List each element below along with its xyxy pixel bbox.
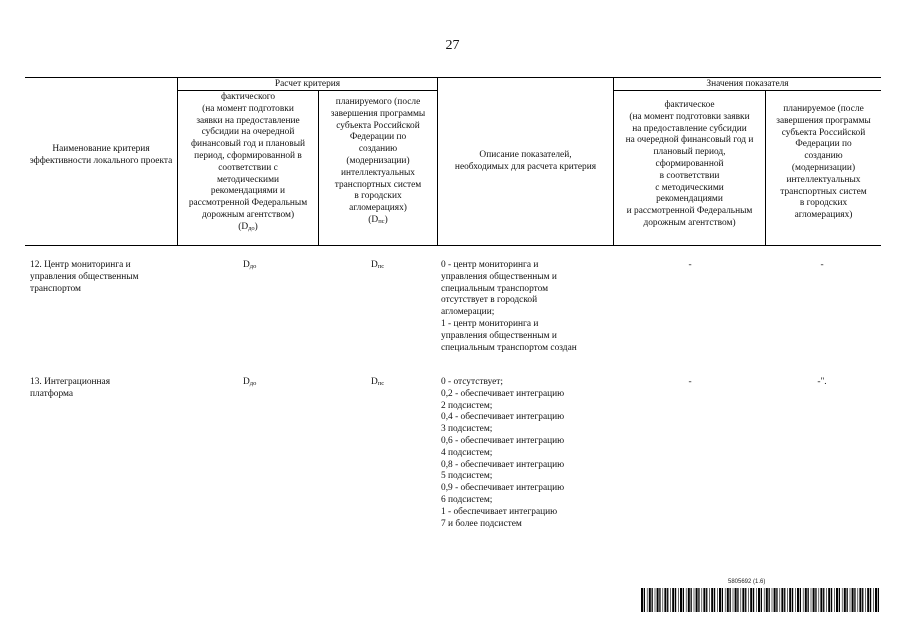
barcode-bar <box>688 588 690 612</box>
barcode-bar <box>756 588 757 612</box>
barcode-bar <box>664 588 666 612</box>
barcode-bar <box>717 588 718 612</box>
barcode-bar <box>741 588 742 612</box>
row-13-name <box>30 377 175 401</box>
barcode-bar <box>745 588 746 612</box>
barcode-bar <box>727 588 729 612</box>
header-text-line: созданию <box>358 144 398 155</box>
header-text-line: на предоставление субсидии <box>632 123 747 134</box>
row-description-line: отсутствует в городской <box>441 295 538 306</box>
row-description-line: 0 - отсутствует; <box>441 377 503 387</box>
barcode-bar <box>694 588 695 612</box>
barcode-bar <box>805 588 807 612</box>
barcode-bar <box>691 588 692 612</box>
row-description-line: 0,8 - обеспечивает интеграцию <box>441 459 565 470</box>
barcode-bar <box>862 588 863 612</box>
row-12-name <box>30 260 175 295</box>
header-text-line: в городских <box>354 191 402 202</box>
barcode-bar <box>847 588 848 612</box>
header-text-line: плановый период, <box>653 147 726 158</box>
barcode-bar <box>776 588 777 612</box>
barcode-bar <box>672 588 674 612</box>
barcode-bar <box>769 588 770 612</box>
header-value-actual <box>614 100 765 230</box>
barcode-bar <box>800 588 801 612</box>
table-top-rule <box>25 77 881 78</box>
header-text-line: методическими <box>216 174 280 185</box>
barcode-bar <box>820 588 822 612</box>
barcode-bar <box>722 588 723 612</box>
barcode-bar <box>839 588 840 612</box>
barcode-bar <box>670 588 671 612</box>
barcode-bar <box>711 588 713 612</box>
barcode-bar <box>696 588 698 612</box>
row-name-line: управления общественным <box>30 271 139 282</box>
header-text-line: период, сформированной в <box>194 150 302 161</box>
barcode-bar <box>828 588 830 612</box>
header-text-line: субъекта Российской <box>336 120 420 131</box>
col-divider-2 <box>318 90 319 245</box>
header-text-line: планируемое (после <box>783 104 864 114</box>
row-description-line: 3 подсистем; <box>441 424 493 435</box>
row-description-line: 1 - центр мониторинга и <box>441 318 539 329</box>
header-text-line: Федерации по <box>795 139 852 150</box>
barcode-bar <box>787 588 788 612</box>
barcode-bar <box>709 588 710 612</box>
header-value-planned <box>766 104 881 222</box>
barcode-bar <box>748 588 749 612</box>
barcode-bar <box>780 588 781 612</box>
header-text-line: Федерации по <box>349 132 407 143</box>
barcode-bar <box>750 588 752 612</box>
header-text-line: субсидии на очередной <box>201 127 295 138</box>
header-text-line: Описание показателей, <box>479 150 572 160</box>
barcode-bar <box>772 588 773 612</box>
row-12-value-actual: - <box>688 260 692 270</box>
header-text-line: интеллектуальных <box>341 167 415 178</box>
barcode-bar <box>815 588 816 612</box>
barcode-bar <box>761 588 762 612</box>
row-12-description <box>441 260 611 354</box>
barcode-bar <box>831 588 832 612</box>
barcode-bar <box>737 588 738 612</box>
header-text-line: необходимых для расчета критерия <box>454 161 597 172</box>
barcode-bar <box>725 588 726 612</box>
barcode-bar <box>873 588 874 612</box>
header-text-line: дорожным агентством) <box>201 209 295 220</box>
barcode-bar <box>813 588 815 612</box>
barcode-bar <box>663 588 664 612</box>
header-calc-actual-symbol: (Dдо) <box>238 221 258 232</box>
barcode-image <box>641 588 881 612</box>
barcode-bar <box>730 588 731 612</box>
header-text-line: в городских <box>799 198 848 209</box>
barcode-bar <box>667 588 668 612</box>
barcode-bar <box>647 588 648 612</box>
header-text-line: планируемого (после <box>335 97 421 107</box>
barcode-bar <box>733 588 734 612</box>
header-text-line: созданию <box>804 151 843 162</box>
header-criterion-name: Наименование критерия эффективности локального проекта <box>29 144 173 166</box>
barcode-bar <box>683 588 684 612</box>
row-description-line: 7 и более подсистем <box>441 518 522 529</box>
row-name-line: транспортом <box>30 283 81 294</box>
barcode-bar <box>844 588 846 612</box>
header-description <box>438 150 613 174</box>
header-text-line: сформированной <box>655 158 724 169</box>
barcode-bar <box>719 588 721 612</box>
barcode-bar <box>655 588 656 612</box>
row-description-line: 4 подсистем; <box>441 447 493 458</box>
row-description-line: 0,2 - обеспечивает интеграцию <box>441 388 565 399</box>
header-text-line: заявки на предоставление <box>196 115 300 126</box>
header-text-line: и рассмотренной Федеральным <box>626 206 753 217</box>
barcode-bar <box>854 588 855 612</box>
header-text-line: рекомендациями и <box>210 186 286 197</box>
header-calc-group: Расчет критерия <box>274 79 341 89</box>
header-calc-planned-symbol: (Dпс) <box>368 214 388 225</box>
barcode-bar <box>870 588 871 612</box>
row-description-line: 2 подсистем; <box>441 400 493 411</box>
barcode-bar <box>826 588 827 612</box>
header-text-line: (модернизации) <box>791 162 856 173</box>
row-12-d-planned: Dпс <box>371 260 385 270</box>
header-text-line: транспортных систем <box>780 186 867 197</box>
row-description-line: 0,6 - обеспечивает интеграцию <box>441 435 565 446</box>
row-12-d-actual: Dдо <box>243 260 257 270</box>
row-13-value-actual: - <box>688 377 692 387</box>
barcode-bar <box>819 588 820 612</box>
barcode-bar <box>766 588 768 612</box>
row-description-line: управления общественным и <box>441 271 557 282</box>
barcode-bar <box>644 588 645 612</box>
header-text-line: рассмотренной Федеральным <box>188 198 308 209</box>
barcode-bar <box>792 588 793 612</box>
barcode-bar <box>808 588 809 612</box>
header-text-line: на очередной финансовый год и <box>625 135 754 146</box>
barcode-bar <box>774 588 776 612</box>
header-text-line: соответствии с <box>218 162 278 173</box>
barcode-bar <box>714 588 715 612</box>
header-calc-actual <box>179 92 317 235</box>
header-bottom-rule <box>25 245 881 246</box>
barcode-bar <box>652 588 653 612</box>
barcode-bar <box>858 588 859 612</box>
header-text-line: (на момент подготовки заявки <box>629 111 750 122</box>
barcode-bar <box>797 588 799 612</box>
barcode-bar <box>867 588 869 612</box>
row-name-line: платформа <box>30 388 74 399</box>
barcode-bar <box>698 588 699 612</box>
row-12-value-planned: - <box>820 260 824 270</box>
barcode-bar <box>680 588 682 612</box>
header-text-line: фактического <box>220 92 276 102</box>
barcode-bar <box>706 588 707 612</box>
row-13-d-actual: Dдо <box>243 377 257 387</box>
barcode-bar <box>836 588 838 612</box>
barcode-bar <box>742 588 744 612</box>
barcode-bar <box>657 588 659 612</box>
barcode-bar <box>703 588 705 612</box>
row-description-line: управления общественным и <box>441 330 557 341</box>
header-text-line: транспортных систем <box>334 179 422 190</box>
row-name-line: 12. Центр мониторинга и <box>30 260 131 270</box>
barcode-bar <box>875 588 877 612</box>
header-text-line: в соответствии <box>659 170 720 181</box>
header-text-line: субъекта Российской <box>781 127 866 138</box>
header-text-line: с методическими <box>655 182 724 193</box>
barcode-bar <box>678 588 679 612</box>
barcode-bar <box>811 588 812 612</box>
barcode-bar <box>878 588 879 612</box>
row-description-line: 5 подсистем; <box>441 471 493 482</box>
barcode-bar <box>850 588 851 612</box>
barcode-bar <box>823 588 824 612</box>
header-text-line: агломерациях) <box>349 203 407 214</box>
header-text-line: финансовый год и плановый <box>190 139 306 150</box>
barcode-bar <box>758 588 760 612</box>
barcode-bar <box>649 588 651 612</box>
row-13-d-planned: Dпс <box>371 377 385 387</box>
header-values-group: Значения показателя <box>706 79 789 89</box>
row-name-line: 13. Интеграционная <box>30 377 111 387</box>
row-description-line: 1 - обеспечивает интеграцию <box>441 506 558 517</box>
barcode-bar <box>795 588 796 612</box>
barcode-bar <box>784 588 785 612</box>
barcode-label: 5805692 (1.6) <box>728 579 766 585</box>
barcode-bar <box>641 588 643 612</box>
row-description-line: 0 - центр мониторинга и <box>441 260 539 270</box>
header-calc-planned <box>320 97 436 228</box>
barcode-bar <box>675 588 676 612</box>
header-text-line: агломерациях) <box>794 210 853 221</box>
barcode-bar <box>702 588 703 612</box>
row-description-line: специальным транспортом <box>441 283 549 294</box>
row-description-line: 6 подсистем; <box>441 494 493 505</box>
barcode-bar <box>865 588 866 612</box>
barcode-bar <box>686 588 687 612</box>
row-description-line: 0,9 - обеспечивает интеграцию <box>441 483 565 494</box>
row-13-value-planned: -". <box>817 377 827 387</box>
barcode-bar <box>781 588 783 612</box>
barcode-bar <box>852 588 854 612</box>
header-text-line: (модернизации) <box>346 155 410 166</box>
row-description-line: агломерации; <box>441 307 495 318</box>
header-text-line: рекомендациями <box>656 194 723 205</box>
barcode-bar <box>803 588 804 612</box>
header-text-line: завершения программы <box>776 115 871 126</box>
barcode-bar <box>735 588 737 612</box>
row-description-line: 0,4 - обеспечивает интеграцию <box>441 412 565 423</box>
col-divider-1 <box>177 77 178 245</box>
barcode-bar <box>789 588 791 612</box>
barcode-bar <box>659 588 660 612</box>
row-13-description <box>441 377 611 530</box>
header-text-line: завершения программы <box>330 108 426 119</box>
header-text-line: дорожным агентством) <box>643 217 736 228</box>
header-text-line: интеллектуальных <box>786 174 861 185</box>
barcode-bar <box>842 588 843 612</box>
barcode-bar <box>859 588 861 612</box>
header-text-line: (на момент подготовки <box>202 103 294 114</box>
barcode-bar <box>753 588 754 612</box>
row-description-line: специальным транспортом создан <box>441 342 577 353</box>
page-number: 27 <box>445 38 460 53</box>
header-text-line: фактическое <box>664 100 715 110</box>
barcode-bar <box>764 588 765 612</box>
barcode-bar <box>834 588 835 612</box>
